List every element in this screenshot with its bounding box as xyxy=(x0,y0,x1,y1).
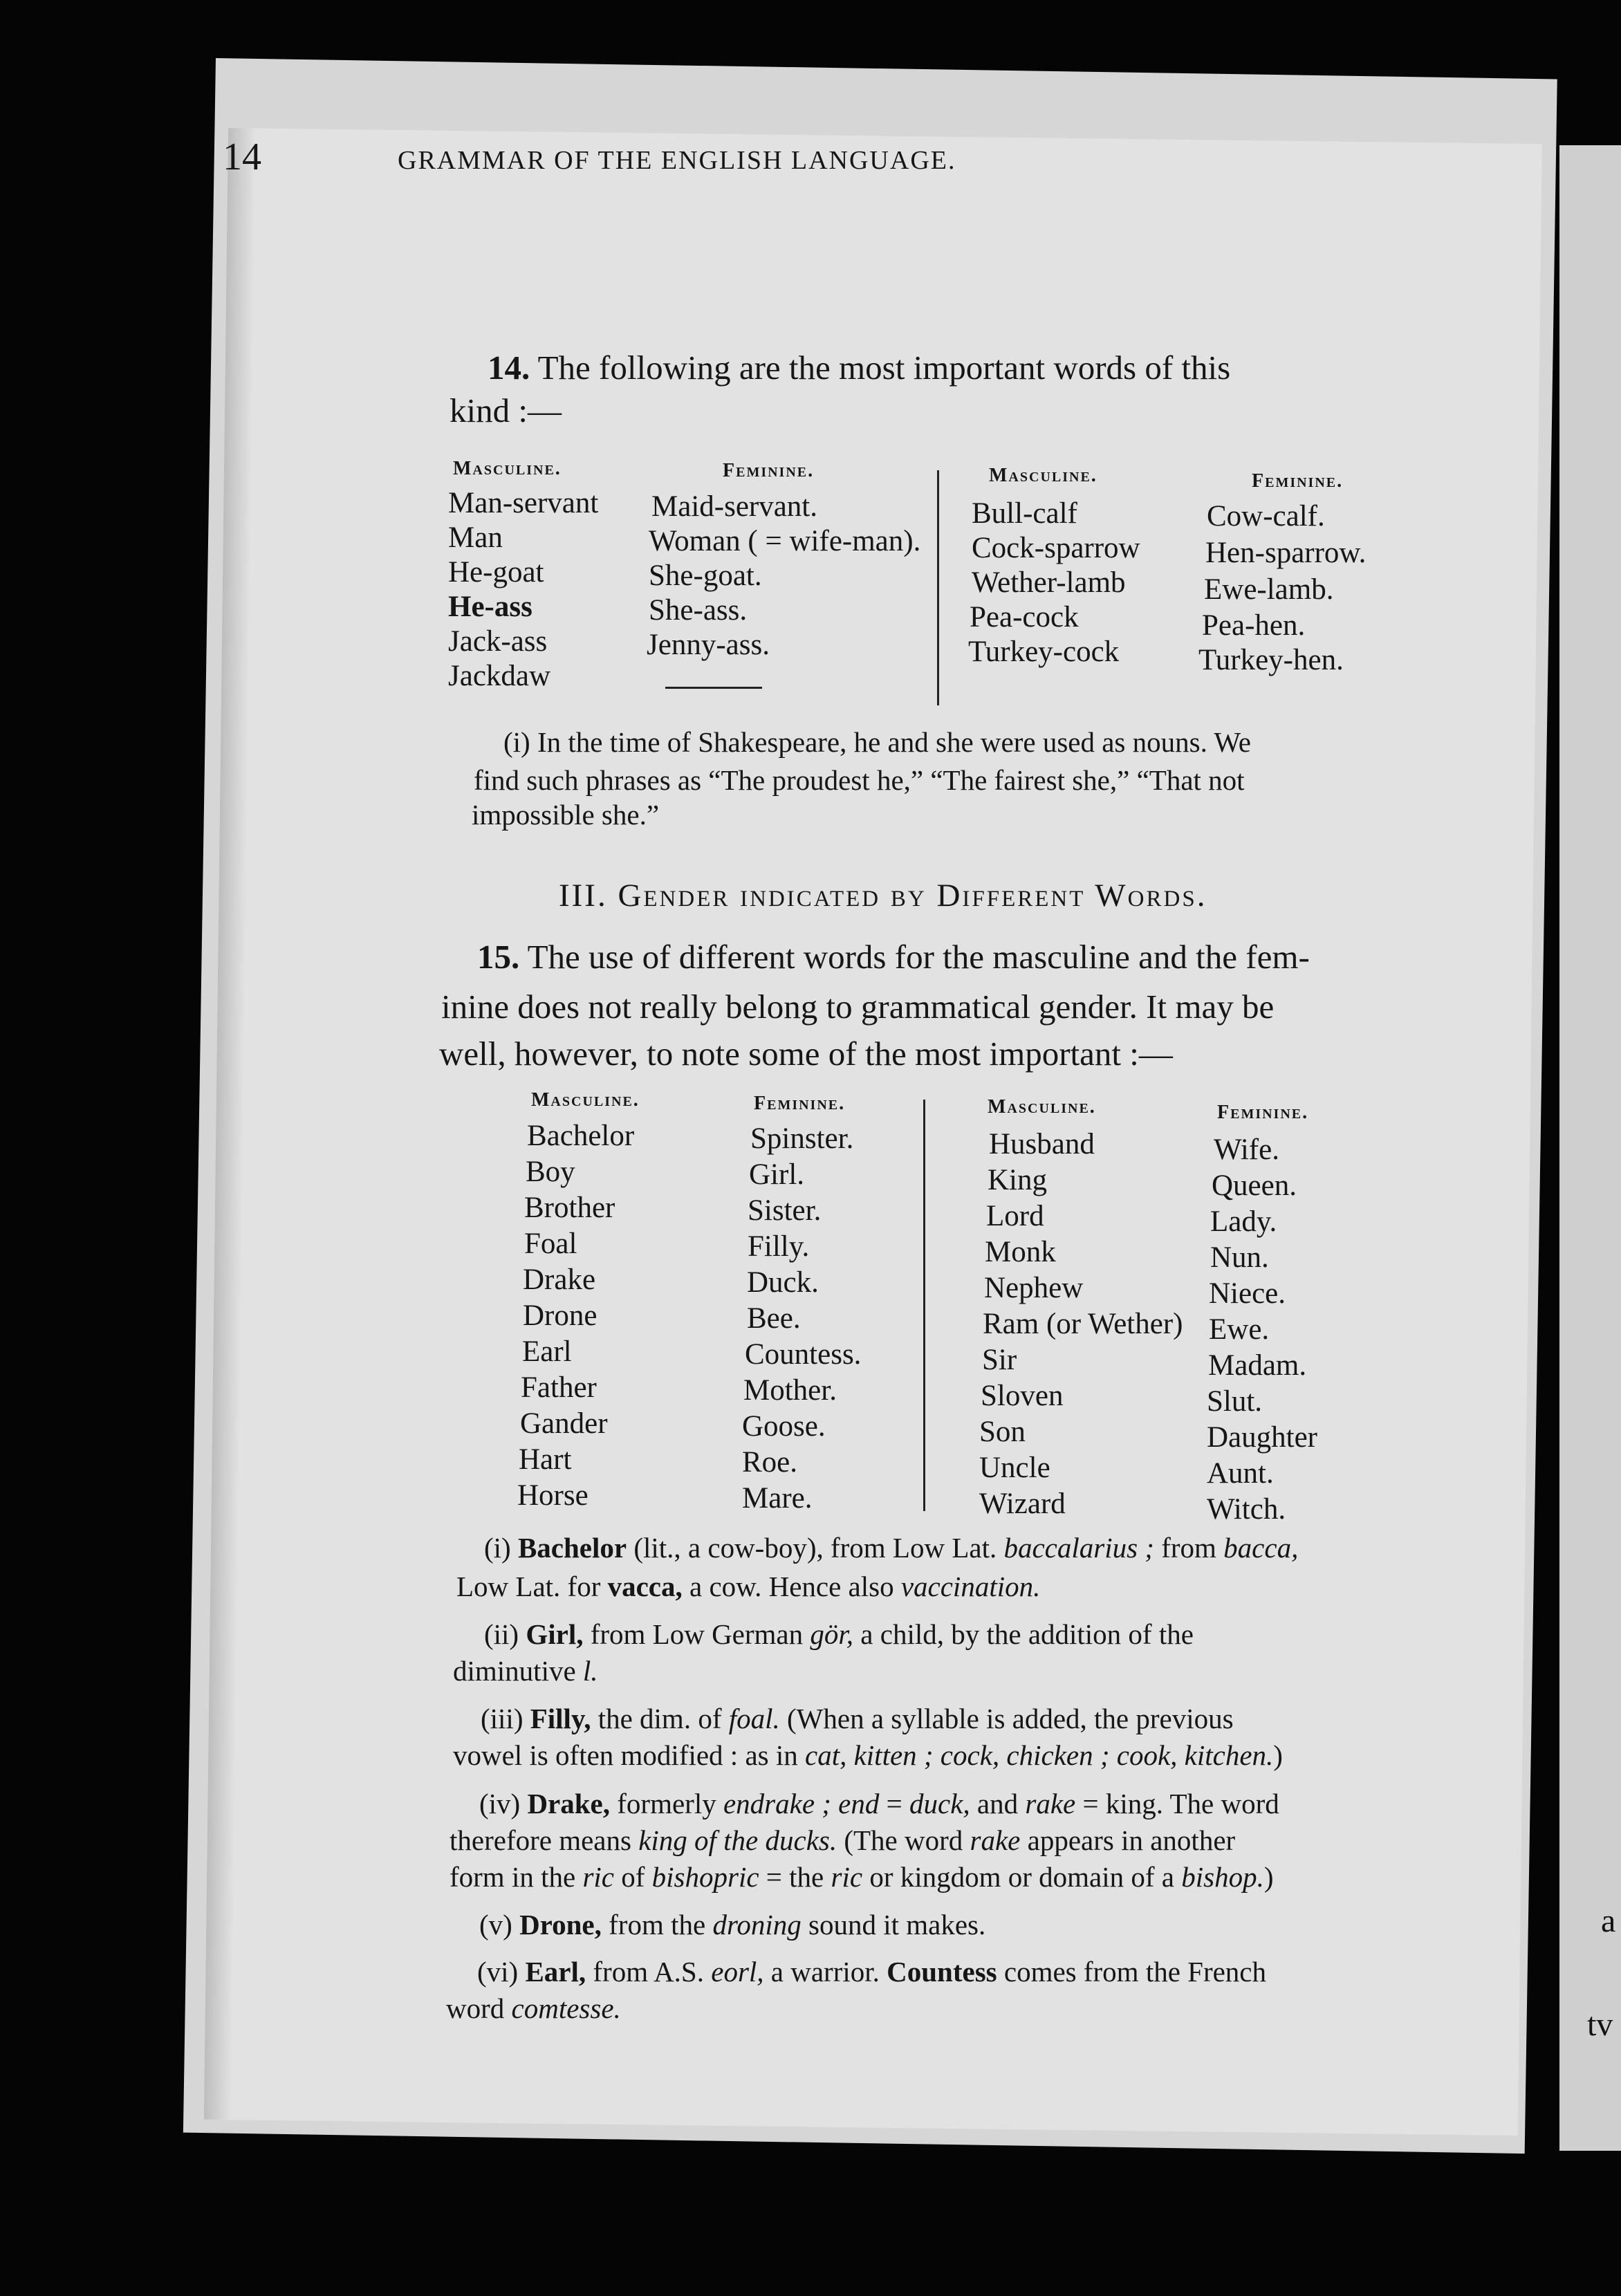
note-text: a cow. Hence also xyxy=(682,1571,901,1602)
word-feminine: Mother. xyxy=(743,1374,837,1407)
note-term: Filly, xyxy=(530,1703,591,1734)
word-masculine: He-ass xyxy=(448,591,532,623)
word-feminine: Ewe. xyxy=(1209,1313,1270,1346)
section-15-line xyxy=(477,935,1310,979)
note-text: = the xyxy=(759,1861,831,1893)
word-feminine: She-ass. xyxy=(649,594,748,627)
word-masculine: Man xyxy=(448,521,503,554)
column-header: Feminine. xyxy=(1252,470,1344,492)
note-italic: rake xyxy=(1025,1788,1076,1820)
word-masculine: Jack-ass xyxy=(448,625,548,658)
word-masculine: Drake xyxy=(523,1263,596,1296)
note-italic: rake xyxy=(970,1824,1021,1856)
word-feminine: Roe. xyxy=(742,1446,798,1479)
note-marker: (i) xyxy=(484,1532,518,1564)
note-text: appears in another xyxy=(1020,1824,1236,1856)
word-masculine: Man-servant xyxy=(448,487,599,519)
note-text: = king. The word xyxy=(1075,1788,1279,1820)
word-masculine: He-goat xyxy=(448,556,544,589)
word-feminine: Queen. xyxy=(1212,1169,1297,1202)
word-masculine: Ram (or Wether) xyxy=(983,1308,1183,1340)
word-masculine: Husband xyxy=(989,1128,1095,1160)
column-header: Masculine. xyxy=(531,1089,640,1111)
note-drake-cont xyxy=(450,1821,1235,1860)
word-masculine: Nephew xyxy=(984,1272,1084,1304)
note-drake xyxy=(479,1784,1279,1823)
word-masculine: Jackdaw xyxy=(448,660,551,692)
column-header: Feminine. xyxy=(754,1093,846,1114)
note-text: Low Lat. for xyxy=(456,1571,608,1602)
section-15-line: well, however, to note some of the most important :— xyxy=(439,1035,1173,1073)
word-masculine: Father xyxy=(521,1371,597,1404)
note-text: = xyxy=(879,1788,909,1820)
word-feminine: Daughter xyxy=(1207,1421,1317,1454)
note-filly-cont xyxy=(453,1736,1283,1775)
note-italic: king of the ducks. xyxy=(638,1824,837,1856)
word-feminine: Wife. xyxy=(1214,1133,1279,1166)
note-text: (When a syllable is added, the previous xyxy=(779,1703,1234,1734)
note-term: Girl, xyxy=(526,1618,584,1650)
note-text: formerly xyxy=(610,1788,723,1820)
intro-line: The following are the most important words of this xyxy=(537,349,1231,387)
word-feminine: Lady. xyxy=(1210,1205,1277,1238)
column-header: Feminine. xyxy=(723,460,815,481)
word-feminine: Girl. xyxy=(749,1158,805,1191)
section-number: 14. xyxy=(488,349,530,387)
word-feminine: Witch. xyxy=(1207,1493,1286,1526)
word-masculine: Uncle xyxy=(979,1452,1050,1484)
word-masculine: Boy xyxy=(526,1156,575,1188)
note-earl xyxy=(477,1952,1266,1991)
note-term: vacca, xyxy=(607,1571,683,1602)
word-feminine: Jenny-ass. xyxy=(647,629,770,661)
word-feminine: Pea-hen. xyxy=(1202,609,1306,642)
word-masculine: Hart xyxy=(519,1443,572,1476)
note-line: find such phrases as “The proudest he,” “The fairest she,” “That not xyxy=(474,764,1245,796)
note-italic: baccalarius ; xyxy=(1003,1532,1154,1564)
table-end-rule xyxy=(665,687,762,689)
adjacent-page xyxy=(1559,145,1621,2151)
column-header: Masculine. xyxy=(989,465,1097,486)
note-italic: ric xyxy=(582,1861,614,1893)
note-text: therefore means xyxy=(450,1824,639,1856)
word-masculine: Pea-cock xyxy=(970,601,1079,633)
note-text: from A.S. xyxy=(586,1956,712,1988)
note-italic: cat, kitten ; cock, chicken ; cook, kitchen. xyxy=(805,1739,1274,1771)
word-masculine: King xyxy=(988,1164,1047,1196)
column-divider xyxy=(937,470,939,705)
word-feminine: Maid-servant. xyxy=(651,490,818,523)
note-text: a child, by the addition of the xyxy=(853,1618,1194,1650)
word-masculine: Bachelor xyxy=(527,1120,635,1152)
note-text: the dim. of xyxy=(591,1703,729,1734)
running-header: GRAMMAR OF THE ENGLISH LANGUAGE. xyxy=(398,146,956,175)
section-15-line: inine does not really belong to grammatical gender. It may be xyxy=(441,988,1275,1026)
word-feminine: She-goat. xyxy=(649,559,762,592)
note-italic: gör, xyxy=(810,1618,854,1650)
note-marker: (iv) xyxy=(479,1788,528,1820)
note-filly xyxy=(481,1699,1234,1738)
note-bachelor-cont xyxy=(456,1567,1040,1606)
word-feminine: Niece. xyxy=(1209,1277,1286,1310)
word-feminine: Mare. xyxy=(742,1482,813,1515)
note-text: from xyxy=(1154,1532,1224,1564)
word-masculine: Wizard xyxy=(979,1488,1066,1520)
word-feminine: Filly. xyxy=(748,1230,810,1263)
word-feminine: Duck. xyxy=(747,1266,819,1299)
note-term: Bachelor xyxy=(517,1532,627,1564)
note-text: and xyxy=(970,1788,1026,1820)
page-number: 14 xyxy=(223,136,261,178)
word-masculine: Gander xyxy=(520,1407,608,1440)
note-italic: endrake ; end xyxy=(723,1788,880,1820)
word-feminine: Hen-sparrow. xyxy=(1205,537,1367,569)
word-feminine: Woman ( = wife-man). xyxy=(649,525,921,557)
word-masculine: Cock-sparrow xyxy=(972,532,1140,564)
note-marker: (vi) xyxy=(477,1956,526,1988)
word-feminine: Madam. xyxy=(1208,1349,1307,1382)
word-masculine: Wether-lamb xyxy=(972,566,1126,599)
note-drone xyxy=(479,1905,985,1944)
note-italic: bishop. xyxy=(1181,1861,1264,1893)
word-feminine: Sister. xyxy=(748,1194,822,1227)
section-heading: III. Gender indicated by Different Words. xyxy=(559,878,1207,914)
column-header: Feminine. xyxy=(1217,1102,1309,1123)
section-14-intro xyxy=(488,346,1230,390)
word-masculine: Sir xyxy=(982,1344,1017,1376)
word-masculine: Sloven xyxy=(981,1380,1064,1412)
section-number: 15. xyxy=(477,938,520,976)
note-text: vowel is often modified : as in xyxy=(453,1739,805,1771)
note-text: a warrior. xyxy=(763,1956,887,1988)
note-italic: ric xyxy=(831,1861,863,1893)
word-masculine: Son xyxy=(979,1416,1026,1448)
note-text: from the xyxy=(601,1909,713,1941)
note-term: Drake, xyxy=(527,1788,611,1820)
note-bachelor xyxy=(484,1528,1298,1567)
note-text: sound it makes. xyxy=(801,1909,986,1941)
note-italic: l. xyxy=(582,1655,598,1687)
column-header: Masculine. xyxy=(988,1096,1096,1118)
word-feminine: Ewe-lamb. xyxy=(1204,573,1334,606)
note-term: Earl, xyxy=(525,1956,586,1988)
note-text: ) xyxy=(1273,1739,1283,1771)
note-text: (lit., a cow-boy), from Low Lat. xyxy=(627,1532,1004,1564)
word-masculine: Monk xyxy=(985,1236,1056,1268)
word-feminine: Aunt. xyxy=(1207,1457,1274,1490)
word-feminine: Slut. xyxy=(1207,1385,1263,1418)
note-term: Countess xyxy=(887,1956,997,1988)
note-marker: (ii) xyxy=(484,1618,526,1650)
word-feminine: Goose. xyxy=(742,1410,826,1443)
note-term: Drone, xyxy=(519,1909,602,1941)
note-line: (i) In the time of Shakespeare, he and she were used as nouns. We xyxy=(503,726,1251,758)
note-italic: comtesse. xyxy=(511,1992,621,2024)
adjacent-page-fragment: a xyxy=(1601,1902,1616,1939)
note-text: ) xyxy=(1263,1861,1274,1893)
column-divider xyxy=(923,1100,925,1511)
word-feminine: Cow-calf. xyxy=(1207,500,1325,533)
note-italic: bishopric xyxy=(651,1861,759,1893)
note-text: (The word xyxy=(837,1824,970,1856)
word-feminine: Spinster. xyxy=(750,1122,854,1155)
note-marker: (iii) xyxy=(481,1703,530,1734)
adjacent-page-fragment: tv xyxy=(1587,2006,1613,2043)
note-marker: (v) xyxy=(479,1909,520,1941)
note-girl xyxy=(484,1615,1194,1654)
note-text: from Low German xyxy=(583,1618,810,1650)
note-italic: duck, xyxy=(909,1788,970,1820)
note-text: word xyxy=(446,1992,512,2024)
note-italic: foal. xyxy=(728,1703,780,1734)
note-text: diminutive xyxy=(453,1655,583,1687)
word-feminine: Turkey-hen. xyxy=(1198,644,1344,676)
note-girl-cont xyxy=(453,1651,598,1690)
note-italic: vaccination. xyxy=(900,1571,1041,1602)
note-italic: droning xyxy=(712,1909,802,1941)
word-masculine: Drone xyxy=(523,1299,598,1332)
note-text: of xyxy=(613,1861,652,1893)
word-masculine: Turkey-cock xyxy=(968,636,1120,668)
word-masculine: Lord xyxy=(986,1200,1044,1232)
column-header: Masculine. xyxy=(453,458,562,479)
word-masculine: Horse xyxy=(517,1479,589,1512)
note-italic: eorl, xyxy=(711,1956,764,1988)
note-text: comes from the French xyxy=(997,1956,1267,1988)
word-masculine: Brother xyxy=(524,1192,615,1224)
note-text: or kingdom or domain of a xyxy=(862,1861,1182,1893)
word-feminine: Countess. xyxy=(745,1338,862,1371)
word-masculine: Earl xyxy=(522,1335,572,1368)
section-14-intro-cont: kind :— xyxy=(450,391,562,429)
note-text: form in the xyxy=(450,1861,583,1893)
word-masculine: Bull-calf xyxy=(972,497,1077,530)
note-drake-cont xyxy=(450,1858,1274,1896)
word-masculine: Foal xyxy=(524,1228,577,1260)
word-feminine: Nun. xyxy=(1210,1241,1269,1274)
section-15-text: The use of different words for the masculine and the fem- xyxy=(527,938,1310,976)
note-line: impossible she.” xyxy=(472,799,660,831)
note-earl-cont xyxy=(446,1989,621,2028)
word-feminine: Bee. xyxy=(747,1302,801,1335)
note-italic: bacca, xyxy=(1223,1532,1299,1564)
